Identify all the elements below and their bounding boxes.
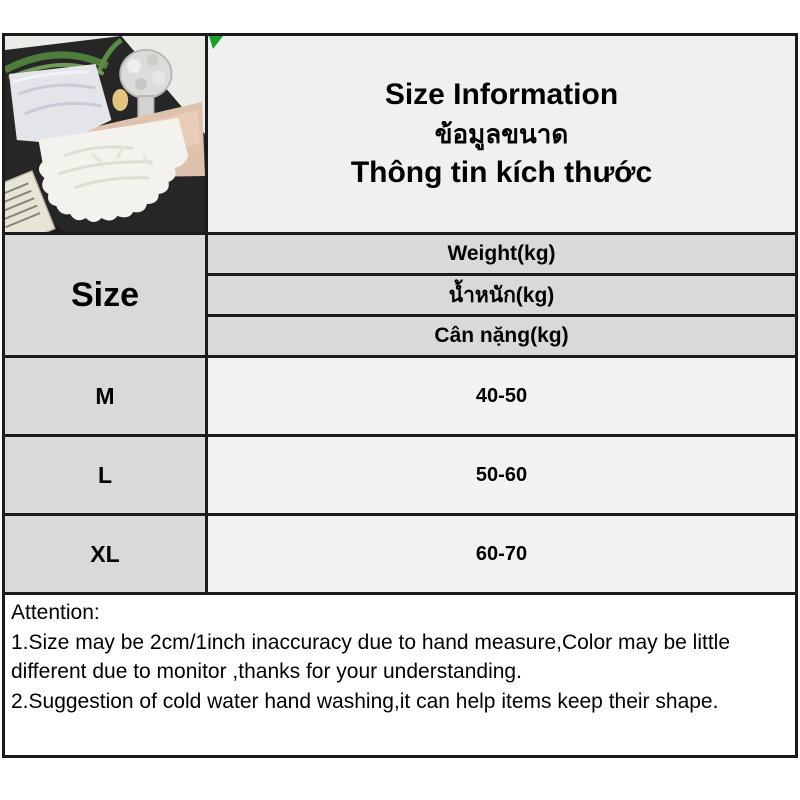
product-photo xyxy=(5,36,208,232)
top-section xyxy=(5,36,795,232)
attention-line: 1.Size may be 2cm/1inch inaccuracy due to hand measure,Color may be little xyxy=(11,630,731,654)
table-header-section xyxy=(5,232,795,355)
weight-header-english: Weight(kg) xyxy=(208,235,795,273)
product-photo-illustration xyxy=(5,36,205,232)
size-column-header-label: Size xyxy=(70,275,140,314)
weight-value-xl: 60-70 xyxy=(208,516,795,592)
attention-line: 2.Suggestion of cold water hand washing,it can help items keep their shape. xyxy=(11,689,719,713)
size-label-l: L xyxy=(5,437,208,513)
attention-title: Attention: xyxy=(11,601,100,624)
size-label-m: M xyxy=(5,358,208,434)
size-label-xl: XL xyxy=(5,516,208,592)
green-corner-icon xyxy=(209,36,223,49)
attention-line: different due to monitor ,thanks for your understanding. xyxy=(11,660,522,683)
title-cell xyxy=(208,36,795,232)
table-row xyxy=(5,434,795,513)
weight-value-m: 40-50 xyxy=(208,358,795,434)
title-vietnamese: Thông tin kích thước xyxy=(350,156,653,189)
size-chart-sheet xyxy=(2,33,798,758)
weight-header-thai: น้ำหนัก(kg) xyxy=(208,273,795,314)
weight-value-l: 50-60 xyxy=(208,437,795,513)
weight-header-vietnamese: Cân nặng(kg) xyxy=(208,314,795,355)
title-thai: ข้อมูลขนาด xyxy=(434,119,569,149)
table-row xyxy=(5,513,795,592)
table-row xyxy=(5,355,795,434)
title-english: Size Information xyxy=(384,78,619,111)
attention-box xyxy=(5,592,795,755)
size-column-header xyxy=(5,235,208,355)
weight-header-stack xyxy=(208,235,795,355)
